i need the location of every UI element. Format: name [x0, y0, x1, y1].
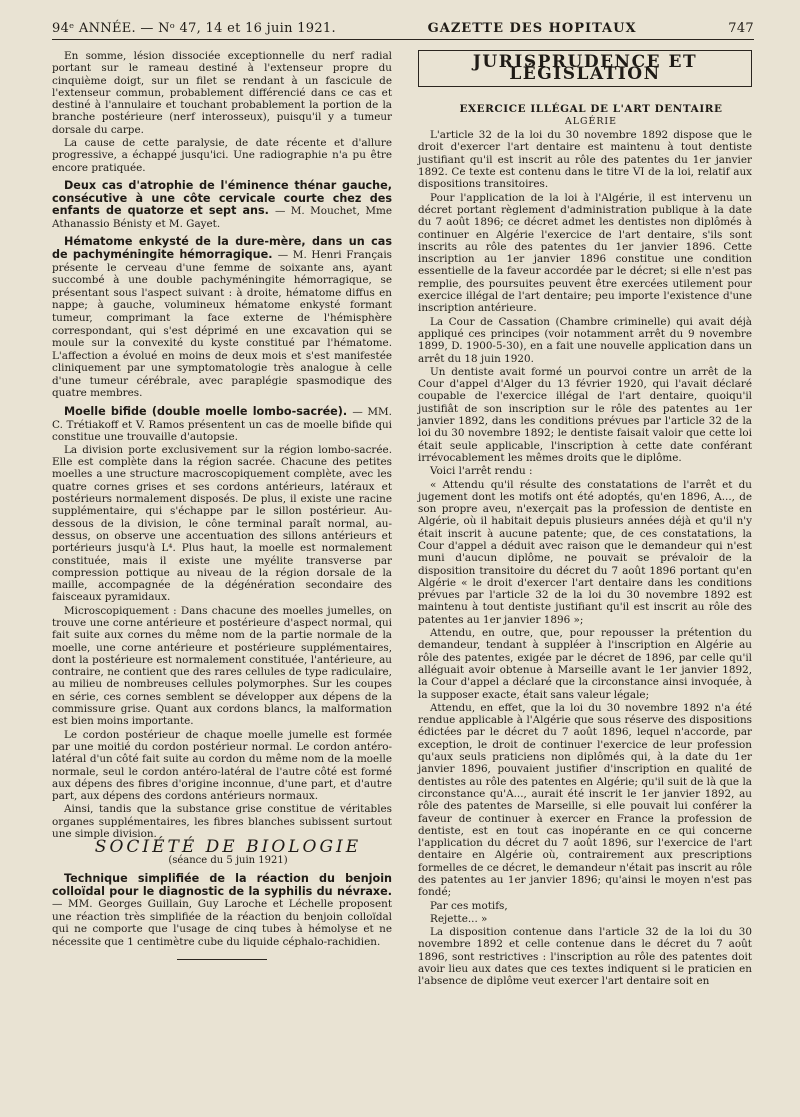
communication-authors: — M. Mouchet, Mme Athanassio Bénisty et M. Gayet. [52, 205, 392, 230]
page-header [52, 14, 754, 40]
page-number: 747 [728, 21, 754, 36]
quoted-paragraph: Attendu, en outre, que, pour repousser la prétention du demandeur, tendant à suppléer à l'inscription en Algérie au rôle des patentes, exigée par le décret de 1896, par celle qu'il alléguait avoir obtenue à Marseille avant le 1er janvier 1892, la Cour d'appel a déclaré que la circonstance ainsi invoquée, à la supposer exacte, était sans valeur légale; [418, 627, 752, 701]
paragraph: La disposition contenue dans l'article 32 de la loi du 30 novembre 1892 et celle contenue dans le décret du 7 août 1896, sont restrictives : l'inscription au rôle des patentes doit avoir lieu aux dates que ces textes indiquent si le praticien en l'absence de diplôme veut exercer l'art dentaire soit en [418, 926, 752, 988]
quoted-paragraph: « Attendu qu'il résulte des constatations de l'arrêt et du jugement dont les motifs ont été adoptés, qu'en 1896, A..., de son propre aveu, n'exerçait pas la profession de dentiste en Algérie, où il habitait depuis plusieurs années déjà et qu'il n'y était inscrit à aucune patente; que, de ces constatations, la Cour d'appel a déduit avec raison que le demandeur qui n'est muni d'aucun diplôme, ne pouvait se prévaloir de la disposition transitoire du décret du 7 août 1896 portant qu'en Algérie « le droit d'exercer l'art dentaire dans les conditions prévues par l'article 32 de la loi du 30 novembre 1892 est maintenu à tout dentiste justifiant qu'il est inscrit au rôle des patentes au 1er janvier 1896 »; [418, 478, 752, 626]
article-title: EXERCICE ILLÉGAL DE L'ART DENTAIRE [459, 102, 723, 115]
quoted-paragraph: Rejette... » [430, 912, 488, 925]
communication-heading [52, 180, 392, 230]
communication-title: Hématome enkysté de la dure-mère, dans un cas de pachyméningite hémorragique. [52, 235, 392, 261]
paragraph: En somme, lésion dissociée exceptionnelle du nerf radial portant sur le rameau destiné à l'extenseur propre du cinquième doigt, sur un filet se rendant à un fascicule de l'extenseur commun, probablement différencié dans ce cas et destiné à l'annulaire et touchant probablement la portion de la branche postérieure (nerf interosseux), puisqu'il y a tumeur dorsale du carpe. [52, 50, 392, 136]
quoted-paragraph: Attendu, en effet, que la loi du 30 novembre 1892 n'a été rendue applicable à l'Algérie que sous réserve des dispositions édictées par le décret du 7 août 1896, lequel n'accorde, par exception, le droit de continuer l'exercice de leur profession qu'aux seuls praticiens non diplômés qui, à la date du 1er janvier 1896, pouvaient justifier d'inscription en qualité de dentistes au rôle des patentes en Algérie; qu'il suit de là que la circonstance qu'A..., aurait été inscrit le 1er janvier 1892, au rôle des patentes de Marseille, si elle pouvait lui conférer la faveur de continuer à exercer en France la profession de dentiste, est en tout cas inopérante en ce qui concerne l'application du décret du 7 août 1896, sur l'exercice de l'art dentaire en Algérie où, contrairement aux prescriptions formelles de ce décret, le demandeur n'était pas inscrit au rôle des patentes au 1er janvier 1896; qu'ainsi le moyen n'est pas fondé; [418, 701, 752, 899]
left-column [52, 50, 392, 960]
right-column [418, 50, 752, 989]
paragraph: Voici l'arrêt rendu : [430, 465, 533, 478]
paragraph: Un dentiste avait formé un pourvoi contre un arrêt de la Cour d'appel d'Alger du 13 février 1920, qui l'avait déclaré coupable de l'exercice illégal de l'art dentaire, quoiqu'il justifiât de son inscription sur le rôle des patentes au 1er janvier 1892, dans les conditions prévues par l'article 32 de la loi du 30 novembre 1892; le dentiste faisait valoir que cette loi était seule applicable, l'inscription à cette date conférant irrévocablement les mêmes droits que le diplôme. [418, 365, 752, 464]
journal-title: GAZETTE DES HOPITAUX [427, 21, 637, 36]
paragraph: La Cour de Cassation (Chambre criminelle) qui avait déjà appliqué ces principes (voir notamment arrêt du 9 novembre 1899, D. 1900-5-30), en a fait une nouvelle application dans un arrêt du 18 juin 1920. [418, 315, 752, 365]
communication-text: — MM. C. Trétiakoff et V. Ramos présentent un cas de moelle bifide qui constitue une trouvaille d'autopsie. [52, 406, 392, 444]
communication-heading [52, 236, 392, 400]
article-subtitle: ALGÉRIE [565, 115, 617, 127]
section-subtitle: (séance du 5 juin 1921) [168, 854, 288, 866]
communication-title: Moelle bifide (double moelle lombo-sacrée). [64, 405, 348, 419]
paragraph: Le cordon postérieur de chaque moelle jumelle est formée par une moitié du cordon postérieur normal. Le cordon antéro-latéral d'un côté fait suite au cordon du même nom de la moelle normale, seul le cordon antéro-latéral de l'autre côté est formé aux dépens des fibres d'origine inconnue, d'une part, et d'autre part, aux dépens des cordons antérieurs normaux. [52, 728, 392, 803]
issue-line: 94ᵉ ANNÉE. — Nᵒ 47, 14 et 16 juin 1921. [52, 21, 336, 36]
paragraph: La division porte exclusivement sur la région lombo-sacrée. Elle est complète dans la région sacrée. Chacune des petites moelles a une structure macroscopiquement complète, avec les quatre cornes grises et ses cordons antérieurs, latéraux et postérieurs normalement disposés. De plus, il existe une racine supplémentaire, qui s'échappe par le sillon postérieur. Au-dessous de la division, le cône terminal paraît normal, au-dessus, on observe une accentuation des sillons antérieurs et portérieurs jusqu'à L⁴. Plus haut, la moelle est normalement constituée, mais il existe une myélite transverse par compression pottique au niveau de la région dorsale de la maille, accompagnée de la dégénération secondaire des faisceaux pyramidaux. [52, 443, 392, 604]
paragraph: Microscopiquement : Dans chacune des moelles jumelles, on trouve une corne antérieure et postérieure d'aspect normal, qui fait suite aux cornes du même nom de la partie normale de la moelle, une corne antérieure et postérieure supplémentaires, dont la postérieure est normalement constituée, l'antérieure, au contraire, ne contient que des rares cellules de type radiculaire, au milieu de nombreuses cellules polymorphes. Sur les coupes en série, ces cornes semblent se développer aux dépens de la commissure grise. Quant aux cordons blancs, la malformation est bien moins importante. [52, 604, 392, 728]
paragraph: La cause de cette paralysie, de date récente et d'allure progressive, a échappé jusqu'ici. Une radiographie n'a pu être encore pratiquée. [52, 137, 392, 174]
communication-heading [52, 873, 392, 949]
separator-rule [177, 959, 267, 960]
quoted-paragraph: Par ces motifs, [430, 899, 508, 912]
communication-title: Technique simplifiée de la réaction du benjoin colloïdal pour le diagnostic de la syphilis du névraxe. [52, 871, 392, 898]
paragraph: L'article 32 de la loi du 30 novembre 1892 dispose que le droit d'exercer l'art dentaire est maintenu à tout dentiste justifiant qu'il est inscrit au rôle des patentes du 1er janvier 1892. Ce texte est contenu dans le titre VI de la loi, relatif aux dispositions transitoires. [418, 129, 752, 191]
communication-text: — M. Henri Français présente le cerveau d'une femme de soixante ans, ayant succombé à une double pachyméningite hémorragique, se présentant sous l'aspect suivant : à droite, hématome diffus en nappe; à gauche, volumineux hématome enkysté formant tumeur, comprimant la face externe de l'hémisphère correspondant, qui s'est déprimé en une excavation qui se moule sur la convexité du kyste constitué par l'hématome. L'affection a évolué en moins de deux mois et s'est manifestée cliniquement par une symptomatologie très analogue à celle d'une tumeur cérébrale, avec paraplégie spasmodique des quatre membres. [52, 248, 392, 400]
paragraph: Ainsi, tandis que la substance grise constitue de véritables organes supplémentaires, les fibres blanches subissent surtout une simple division. [52, 803, 392, 841]
communication-heading [52, 406, 392, 444]
rubric-title-box: JURISPRUDENCE ET LÉGISLATION [418, 50, 752, 87]
section-title: SOCIÉTÉ DE BIOLOGIE [94, 837, 362, 858]
paragraph: Pour l'application de la loi à l'Algérie, il est intervenu un décret portant règlement d'administration publique à la date du 7 août 1896; ce décret admet les dentistes non diplômés à continuer en Algérie l'exercice de l'art dentaire, s'ils sont inscrits au rôle des patentes du 1er janvier 1896. Cette inscription au 1er janvier 1896 constitue une condition essentielle de la faveur accordée par le décret; si elle n'est pas remplie, des poursuites peuvent être exercées utilement pour exercice illégal de l'art dentaire; peu importe l'existence d'une inscription antérieure. [418, 191, 752, 315]
communication-title: Deux cas d'atrophie de l'éminence thénar gauche, consécutive à une côte cervicale courte chez des enfants de quatorze et sept ans. [52, 178, 392, 218]
communication-text: — MM. Georges Guillain, Guy Laroche et Léchelle proposent une réaction très simplifiée de la réaction du benjoin colloïdal qui ne comporte que l'usage de cinq tubes à hémolyse et ne nécessite que 1 centimètre cube du liquide céphalo-rachidien. [52, 898, 392, 948]
